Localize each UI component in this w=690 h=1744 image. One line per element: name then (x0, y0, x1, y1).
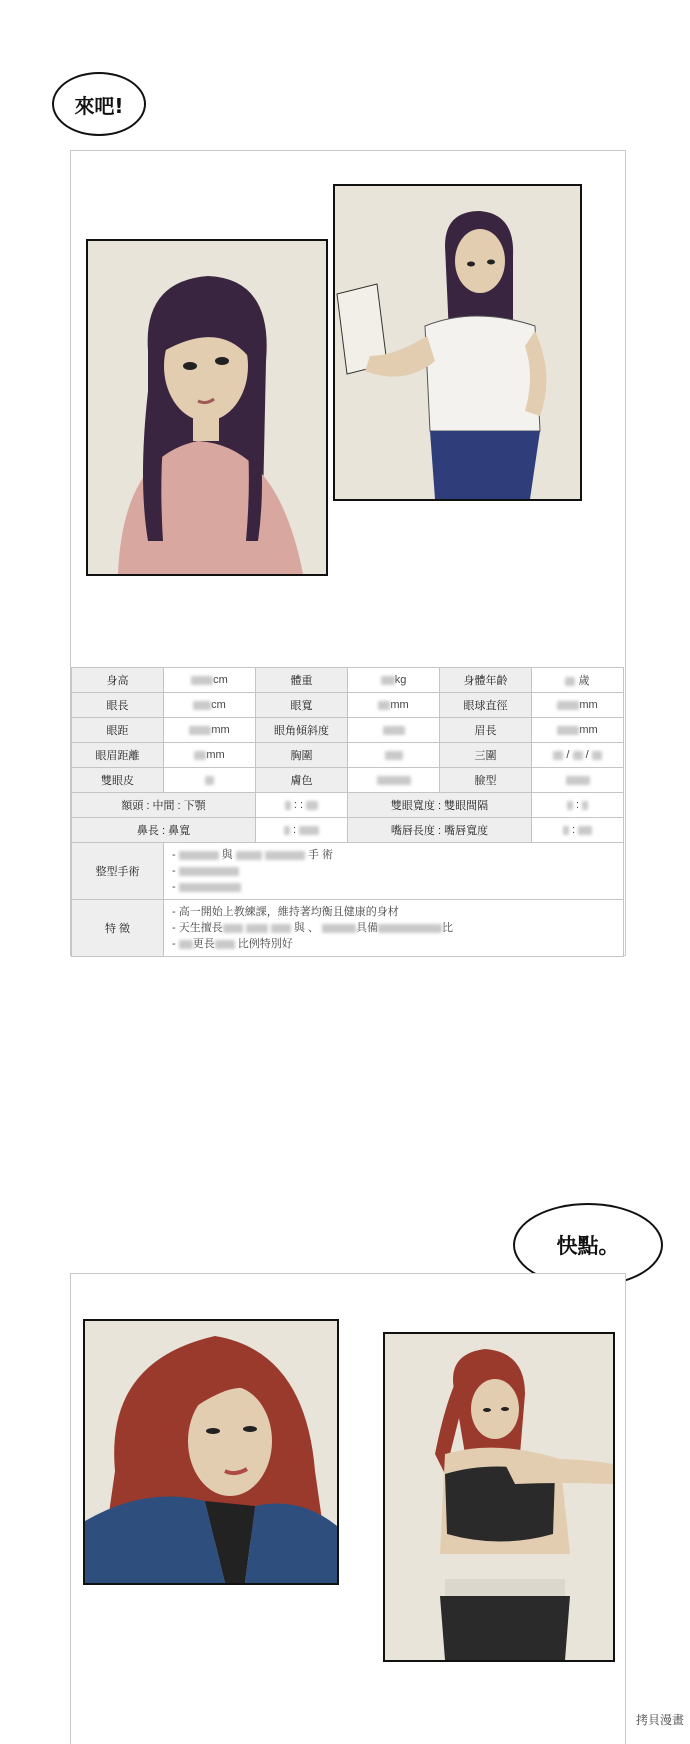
eye-length-label: 眼長 (72, 693, 164, 718)
brow-length-value (532, 718, 624, 743)
face-ratio-value (256, 793, 348, 818)
portrait-panel-purple-hair (86, 239, 328, 576)
eye-distance-unit: mm (211, 724, 230, 736)
weight-value (348, 668, 440, 693)
character-profile-table (71, 667, 624, 957)
age-unit: 歲 (578, 675, 590, 687)
weight-unit: kg (394, 674, 407, 686)
watermark: 拷貝漫畫 (635, 1713, 684, 1727)
features-line-2: - 天生擅長 與 、 具備 比 (172, 922, 454, 934)
features-line-1: - 高一開始上教練課，維持著均衡且健康的身材 (172, 906, 399, 918)
age-label: 身體年齡 (440, 668, 532, 693)
age-value (532, 668, 624, 693)
profile-row-nose-mouth (72, 818, 624, 843)
brow-length-unit: mm (579, 724, 598, 736)
features-line-2-a: 天生擅長 (178, 922, 223, 934)
chest-label: 胸圍 (256, 743, 348, 768)
brow-eye-distance-unit: mm (206, 749, 225, 761)
features-line-2-e: 比 (442, 922, 454, 934)
height-value (164, 668, 256, 693)
features-line-3-b: 比例特別好 (237, 938, 293, 950)
chest-value (348, 743, 440, 768)
nose-ratio-value (256, 818, 348, 843)
profile-row-surgery (72, 843, 624, 900)
portrait-panel-red-hair (83, 1319, 339, 1585)
three-sizes-value (532, 743, 624, 768)
fullbody-panel-purple-hair (333, 184, 582, 501)
profile-row-eye-distance (72, 718, 624, 743)
features-line-2-b: 與 (293, 922, 305, 934)
three-sizes-slash-2: / (585, 749, 589, 761)
eye-width-unit: mm (390, 699, 409, 711)
features-line-3: - 更長 比例特別好 (172, 938, 293, 950)
character-card-2 (70, 1273, 626, 1744)
profile-row-features (72, 900, 624, 957)
eye-length-unit: cm (211, 699, 226, 711)
features-line-1-text: 高一開始上教練課，維持著均衡且健康的身材 (178, 906, 399, 918)
red-hair-fullbody-illustration (385, 1334, 613, 1660)
eye-tilt-label: 眼角傾斜度 (256, 718, 348, 743)
skin-tone-value (348, 768, 440, 793)
mouth-ratio-label: 嘴唇長度 : 嘴唇寬度 (348, 818, 532, 843)
surgery-line-3: - (172, 879, 615, 895)
character-card-1 (70, 150, 626, 956)
purple-hair-fullbody-illustration (335, 186, 580, 499)
features-notes (164, 900, 624, 957)
double-eyelid-label: 雙眼皮 (72, 768, 164, 793)
eye-width-label: 眼寬 (256, 693, 348, 718)
brow-eye-distance-value (164, 743, 256, 768)
face-shape-label: 臉型 (440, 768, 532, 793)
surgery-label: 整型手術 (72, 843, 164, 900)
mouth-ratio-value (532, 818, 624, 843)
eye-width-value (348, 693, 440, 718)
profile-row-height (72, 668, 624, 693)
purple-hair-portrait-illustration (88, 241, 326, 574)
face-ratio-separator: : : (293, 799, 304, 811)
weight-label: 體重 (256, 668, 348, 693)
eye-ratio-label: 雙眼寬度 : 雙眼間隔 (348, 793, 532, 818)
surgery-line-1: - 與 手 術 (172, 849, 334, 861)
surgery-line-1-and: 與 (221, 849, 233, 861)
fullbody-panel-red-hair (383, 1332, 615, 1662)
eyeball-diameter-label: 眼球直徑 (440, 693, 532, 718)
eye-length-value (164, 693, 256, 718)
eye-distance-value (164, 718, 256, 743)
eye-distance-label: 眼距 (72, 718, 164, 743)
surgery-notes (164, 843, 624, 900)
profile-row-eyes (72, 693, 624, 718)
profile-row-face-ratio (72, 793, 624, 818)
red-hair-portrait-illustration (85, 1321, 337, 1583)
eye-ratio-separator: : (575, 799, 580, 811)
face-shape-value (532, 768, 624, 793)
eyeball-diameter-unit: mm (579, 699, 598, 711)
speech-bubble-top-text: 來吧! (74, 93, 124, 118)
surgery-line-1-end: 手 術 (307, 849, 334, 861)
speech-bubble-bottom-text: 快點。 (556, 1234, 620, 1258)
brow-eye-distance-label: 眼眉距離 (72, 743, 164, 768)
mouth-ratio-separator: : (571, 824, 576, 836)
height-label: 身高 (72, 668, 164, 693)
surgery-line-2: - (172, 863, 615, 879)
brow-length-label: 眉長 (440, 718, 532, 743)
height-unit: cm (213, 674, 228, 686)
speech-bubble-top (52, 72, 146, 136)
profile-row-brow-eye (72, 743, 624, 768)
eyeball-diameter-value (532, 693, 624, 718)
features-line-2-c: 、 (307, 922, 319, 934)
features-label: 特 徵 (72, 900, 164, 957)
eye-tilt-value (348, 718, 440, 743)
features-line-2-d: 具備 (356, 922, 379, 934)
features-line-3-a: 更長 (192, 938, 215, 950)
skin-tone-label: 膚色 (256, 768, 348, 793)
nose-ratio-label: 鼻長 : 鼻寬 (72, 818, 256, 843)
eye-ratio-value (532, 793, 624, 818)
face-ratio-label: 額頭 : 中間 : 下顎 (72, 793, 256, 818)
double-eyelid-value (164, 768, 256, 793)
nose-ratio-separator: : (292, 824, 297, 836)
three-sizes-label: 三圍 (440, 743, 532, 768)
profile-row-appearance (72, 768, 624, 793)
three-sizes-slash-1: / (566, 749, 570, 761)
